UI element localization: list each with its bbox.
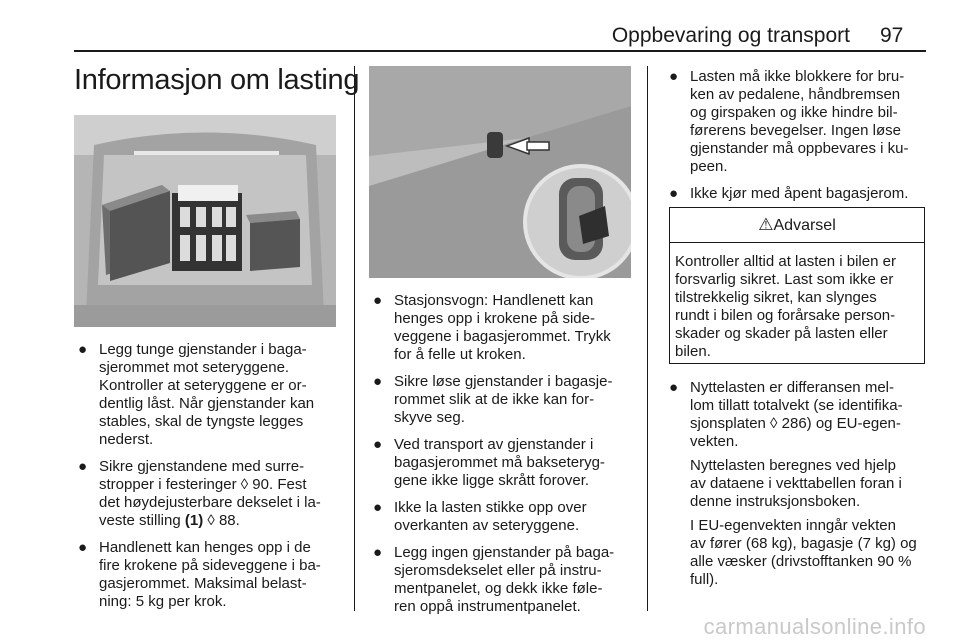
header-rule [74,50,926,52]
column3-bullet-list-top [665,68,933,212]
column-divider-right [647,66,648,611]
section-title: Informasjon om lasting [74,64,360,96]
column-divider-left [354,66,355,611]
bullet-dot: ● [669,68,679,85]
page-number: 97 [880,24,904,47]
bullet-dot: ● [669,379,679,396]
watermark-url: carmanualsonline.info [703,614,926,639]
bullet-dot: ● [373,373,383,390]
trunk-hook-illustration [369,66,631,278]
bullet-dot: ● [373,436,383,453]
list-item: ● Stasjonsvogn: Handlenett kan henges opp i krokene på side- veggene i bagasjerommet. Trykk for å felle ut kroken. [373,292,611,363]
warning-title: Advarsel [773,217,836,234]
column1-bullet-list [74,341,344,620]
list-item: ● Legg ingen gjenstander på baga- sjeromsdekselet eller på instru- mentpanelet, og dekk ikke føle- ren oppå instrumentpanelet. [373,544,615,615]
bullet-dot: ● [669,185,679,202]
list-item: ● Sikre løse gjenstander i bagasje- rommet slik at de ikke kan for- skyve seg. [373,373,613,426]
bullet-dot: ● [373,544,383,561]
list-item: ● Legg tunge gjenstander i baga- sjerommet mot seteryggene. Kontroller at seteryggene er or- dentlig låst. Når gjenstander kan stables, skal de tyngste legges nederst. [78,341,315,448]
list-item: ● Ikke kjør med åpent bagasjerom. [669,185,909,202]
position-label: (1) [184,512,204,529]
running-header-title: Oppbevaring og transport [611,24,850,47]
bullet-dot: ● [373,499,383,516]
list-item: ● Nyttelasten er differansen mel- lom tillatt totalvekt (se identifika- sjonsplaten ◊ 286) og EU-egen- vekten. Nyttelasten beregnes ved hjelp av dataene i vekttabellen foran i denne instruksjonsboken. I EU-egenvekten inngår vekten av fører (68 kg), bagasje (7 kg) og alle væsker (drivstofftanken 90 % full). [669,379,917,588]
list-item: ● Lasten må ikke blokkere for bru- ken av pedalene, håndbremsen og girspaken og ikke hindre bil- førerens bevegelser. Ingen løse gjenstander må oppbevares i ku- peen. [669,68,909,175]
list-item: ● Ikke la lasten stikke opp over overkanten av seteryggene. [373,499,587,534]
trunk-loading-illustration [74,115,336,327]
warning-box [669,207,925,364]
warning-text: Kontroller alltid at lasten i bilen er forsvarlig sikret. Last som ikke er tilstrekkelig sikret, kan slynges rundt i bilen og forårsake person- skader og skader på lasten eller bilen. [675,253,896,360]
list-item: ● Handlenett kan henges opp i de fire krokene på sideveggene i ba- gasjerommet. Maksimal belast- ning: 5 kg per krok. [78,539,321,610]
list-item: ● Ved transport av gjenstander i bagasjerommet må bakseteryg- gene ikke ligge skrått forover. [373,436,605,489]
warning-header [670,208,924,243]
warning-icon: ⚠ [758,215,774,234]
list-item: ● Sikre gjenstandene med surre- stropper i festeringer ◊ 90. Fest det høydejusterbare dekselet i la- veste stilling (1) ◊ 88. [78,458,321,529]
bullet-dot: ● [78,458,88,475]
bullet-dot: ● [78,539,88,556]
column3-bullet-list-bottom [665,379,935,598]
bullet-dot: ● [78,341,88,358]
bullet-dot: ● [373,292,383,309]
column2-bullet-list [369,292,639,625]
